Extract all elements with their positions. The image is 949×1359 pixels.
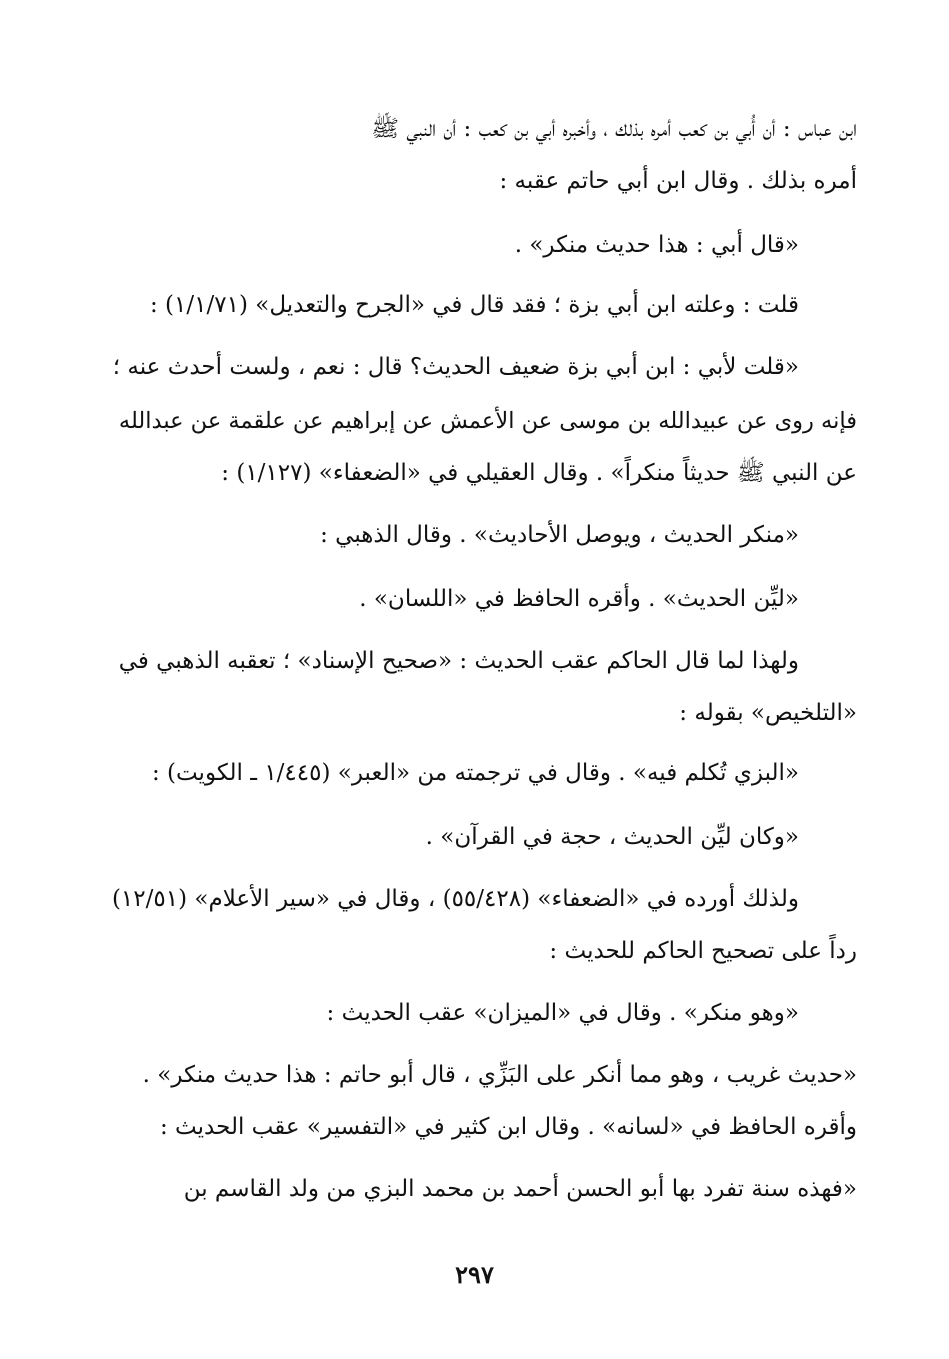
quote-line-13: «وكان ليِّن الحديث ، حجة في القرآن» . [425, 824, 799, 850]
text-line-4: قلت : وعلته ابن أبي بزة ؛ فقد قال في «الجرح والتعديل» (١/١/٧١) : [150, 292, 799, 318]
quote-line-9: «ليِّن الحديث» . وأقره الحافظ في «اللسان» . [359, 586, 799, 612]
text-line-15: رداً على تصحيح الحاكم للحديث : [549, 938, 857, 964]
text-line-14: ولذلك أورده في «الضعفاء» (٥٥/٤٢٨) ، وقال في «سير الأعلام» (١٢/٥١) [112, 886, 799, 912]
text-line-1: ابن عباس : أن أُبي بن كعب أمره بذلك ، وأخبره أبي بن كعب : أن النبي ﷺ [371, 116, 857, 142]
quote-line-5: «قلت لأبي : ابن أبي بزة ضعيف الحديث؟ قال : نعم ، ولست أحدث عنه ؛ [112, 354, 799, 380]
quote-line-12: «البزي تُكلم فيه» . وقال في ترجمته من «العبر» (١/٤٤٥ ـ الكويت) : [151, 760, 799, 786]
quote-line-19: «فهذه سنة تفرد بها أبو الحسن أحمد بن محمد البزي من ولد القاسم بن [183, 1176, 857, 1202]
quote-line-16: «وهو منكر» . وقال في «الميزان» عقب الحديث : [326, 1000, 799, 1026]
quote-line-6: فإنه روى عن عبيدالله بن موسى عن الأعمش عن إبراهيم عن علقمة عن عبدالله [118, 408, 857, 434]
text-line-10: ولهذا لما قال الحاكم عقب الحديث : «صحيح الإسناد» ؛ تعقبه الذهبي في [118, 648, 799, 674]
quote-line-7: عن النبي ﷺ حديثاً منكراً» . وقال العقيلي في «الضعفاء» (١/١٢٧) : [221, 460, 857, 486]
quote-line-3: «قال أبي : هذا حديث منكر» . [514, 232, 799, 258]
text-line-18: وأقره الحافظ في «لسانه» . وقال ابن كثير في «التفسير» عقب الحديث : [160, 1114, 857, 1140]
text-line-11: «التلخيص» بقوله : [679, 700, 857, 726]
page-number: ٢٩٧ [455, 1260, 494, 1289]
quote-line-8: «منكر الحديث ، ويوصل الأحاديث» . وقال الذهبي : [320, 522, 799, 548]
text-line-2: أمره بذلك . وقال ابن أبي حاتم عقبه : [499, 168, 857, 194]
quote-line-17: «حديث غريب ، وهو مما أنكر على البَزِّي ، قال أبو حاتم : هذا حديث منكر» . [142, 1062, 857, 1088]
